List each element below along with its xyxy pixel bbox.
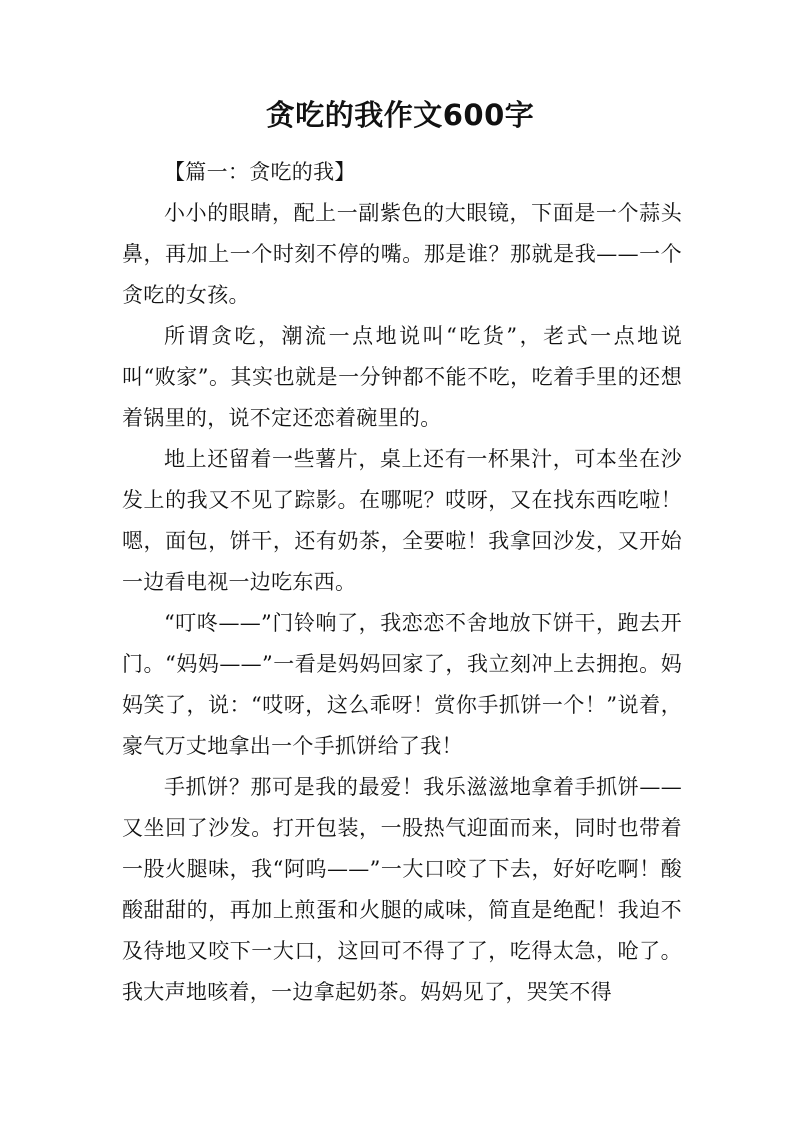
paragraph-4: “叮咚——”门铃响了，我恋恋不舍地放下饼干，跑去开门。“妈妈——”一看是妈妈回家了，我立刻冲上去拥抱。妈妈笑了，说：“哎呀，这么乖呀！赏你手抓饼一个！”说着，豪气万丈地拿出一个手抓饼给了我！: [122, 611, 682, 758]
document-title: 贪吃的我作文600字: [265, 98, 535, 132]
paragraph-3: 地上还留着一些薯片，桌上还有一杯果汁，可本坐在沙发上的我又不见了踪影。在哪呢？哎呀，又在找东西吃啦！嗯，面包，饼干，还有奶茶，全要啦！我拿回沙发，又开始一边看电视一边吃东西。: [122, 447, 682, 594]
paragraph-1: 小小的眼睛，配上一副紫色的大眼镜，下面是一个蒜头鼻，再加上一个时刻不停的嘴。那是谁？那就是我——一个贪吃的女孩。: [122, 201, 682, 307]
paragraph-5: 手抓饼？那可是我的最爱！我乐滋滋地拿着手抓饼——又坐回了沙发。打开包装，一股热气迎面而来，同时也带着一股火腿味，我“阿呜——”一大口咬了下去，好好吃啊！酸酸甜甜的，再加上煎蛋和火腿的咸味，简直是绝配！我迫不及待地又咬下一大口，这回可不得了了，吃得太急，呛了。我大声地咳着，一边拿起奶茶。妈妈见了，哭笑不得: [122, 775, 682, 1004]
paragraph-2: 所谓贪吃，潮流一点地说叫“吃货”，老式一点地说叫“败家”。其实也就是一分钟都不能不吃，吃着手里的还想着锅里的，说不定还恋着碗里的。: [122, 324, 682, 430]
document-body: [122, 152, 682, 1013]
section-heading: 【篇一：贪吃的我】: [164, 160, 356, 184]
